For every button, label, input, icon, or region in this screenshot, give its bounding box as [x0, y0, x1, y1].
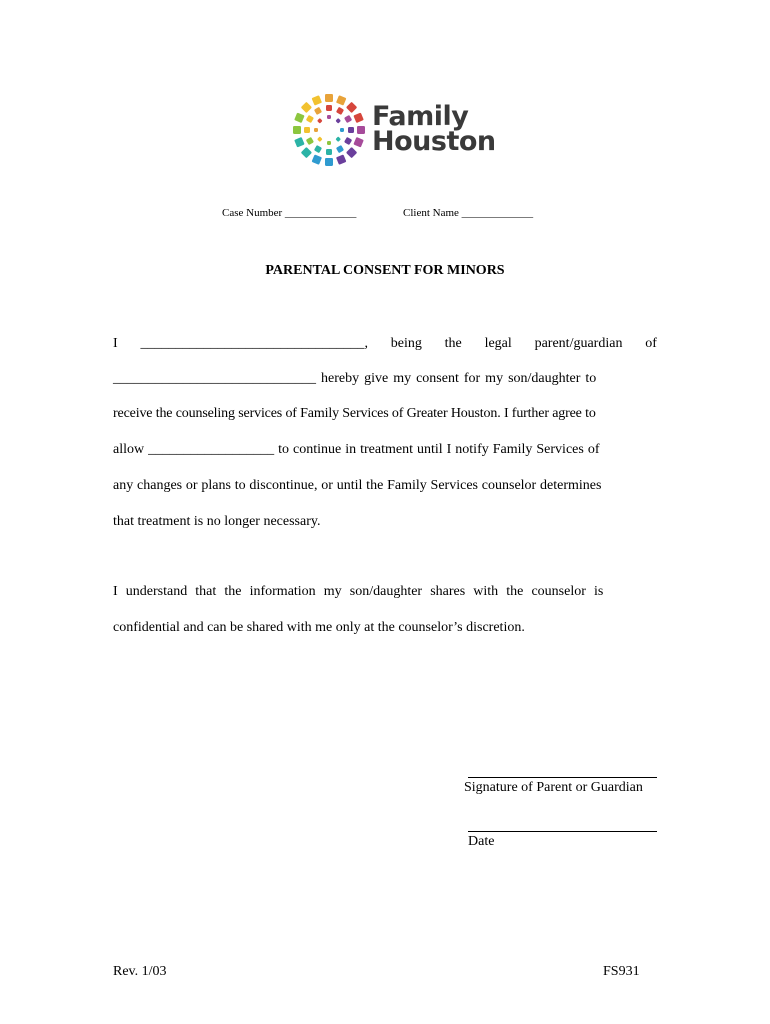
- case-number-field[interactable]: Case Number _____________: [222, 207, 357, 219]
- logo-tile: [325, 94, 333, 102]
- logo-line2: Houston: [372, 126, 496, 157]
- logo-tile: [336, 107, 344, 115]
- family-houston-logo: [290, 92, 496, 170]
- logo-tile: [312, 154, 322, 164]
- word-the: the: [444, 336, 462, 351]
- form-id-label: FS931: [603, 964, 640, 979]
- logo-tile: [314, 107, 322, 115]
- consent-line-1: [113, 336, 657, 352]
- logo-wordmark: [372, 101, 496, 157]
- logo-tile: [336, 95, 346, 105]
- logo-tile: [357, 126, 365, 134]
- logo-tile: [335, 136, 341, 142]
- logo-tile: [344, 115, 352, 123]
- logo-tile: [336, 145, 344, 153]
- logo-tile: [346, 102, 357, 113]
- logo-tile: [353, 113, 363, 123]
- logo-tile: [294, 113, 304, 123]
- logo-mark-icon: [290, 92, 368, 170]
- signature-line[interactable]: [468, 777, 657, 778]
- signature-label: Signature of Parent or Guardian: [464, 780, 643, 795]
- word-of: of: [645, 336, 657, 351]
- logo-tile: [346, 147, 357, 158]
- logo-tile: [304, 127, 310, 133]
- logo-tile: [348, 127, 354, 133]
- logo-tile: [344, 137, 352, 145]
- word-legal: legal: [484, 336, 512, 351]
- logo-tile: [353, 137, 363, 147]
- word-parent-guardian: parent/guardian: [534, 336, 623, 351]
- logo-tile: [326, 149, 332, 155]
- document-title: PARENTAL CONSENT FOR MINORS: [265, 263, 505, 278]
- logo-tile: [314, 145, 322, 153]
- logo-tile: [293, 126, 301, 134]
- logo-line1: Family: [372, 101, 469, 132]
- date-label: Date: [468, 834, 495, 849]
- logo-tile: [326, 105, 332, 111]
- logo-tile: [340, 128, 344, 132]
- logo-tile: [325, 158, 333, 166]
- logo-tile: [335, 118, 341, 124]
- confidentiality-line-1: I understand that the information my son/daughter shares with the counselor is: [113, 584, 604, 599]
- confidentiality-line-2: confidential and can be shared with me only at the counselor’s discretion.: [113, 620, 525, 635]
- consent-line-3: receive the counseling services of Family Services of Greater Houston. I further agree to: [113, 406, 596, 421]
- guardian-name-blank[interactable]: ________________________________,: [140, 336, 368, 351]
- word-i: I: [113, 336, 118, 351]
- logo-tile: [317, 118, 323, 124]
- consent-line-2[interactable]: _____________________________ hereby give my consent for my son/daughter to: [113, 371, 597, 386]
- consent-line-6: that treatment is no longer necessary.: [113, 514, 321, 529]
- consent-line-4[interactable]: allow __________________ to continue in treatment until I notify Family Services of: [113, 442, 600, 457]
- logo-tile: [306, 115, 314, 123]
- date-line[interactable]: [468, 831, 657, 832]
- logo-tile: [327, 115, 331, 119]
- word-being: being: [390, 336, 422, 351]
- logo-tile: [306, 137, 314, 145]
- consent-line-5: any changes or plans to discontinue, or until the Family Services counselor determines: [113, 478, 602, 493]
- logo-tile: [294, 137, 304, 147]
- logo-tile: [301, 102, 312, 113]
- logo-tile: [301, 147, 312, 158]
- logo-tile: [336, 154, 346, 164]
- logo-tile: [312, 95, 322, 105]
- logo-tile: [327, 141, 331, 145]
- revision-label: Rev. 1/03: [113, 964, 167, 979]
- client-name-field[interactable]: Client Name _____________: [403, 207, 534, 219]
- logo-tile: [317, 136, 323, 142]
- logo-tile: [314, 128, 318, 132]
